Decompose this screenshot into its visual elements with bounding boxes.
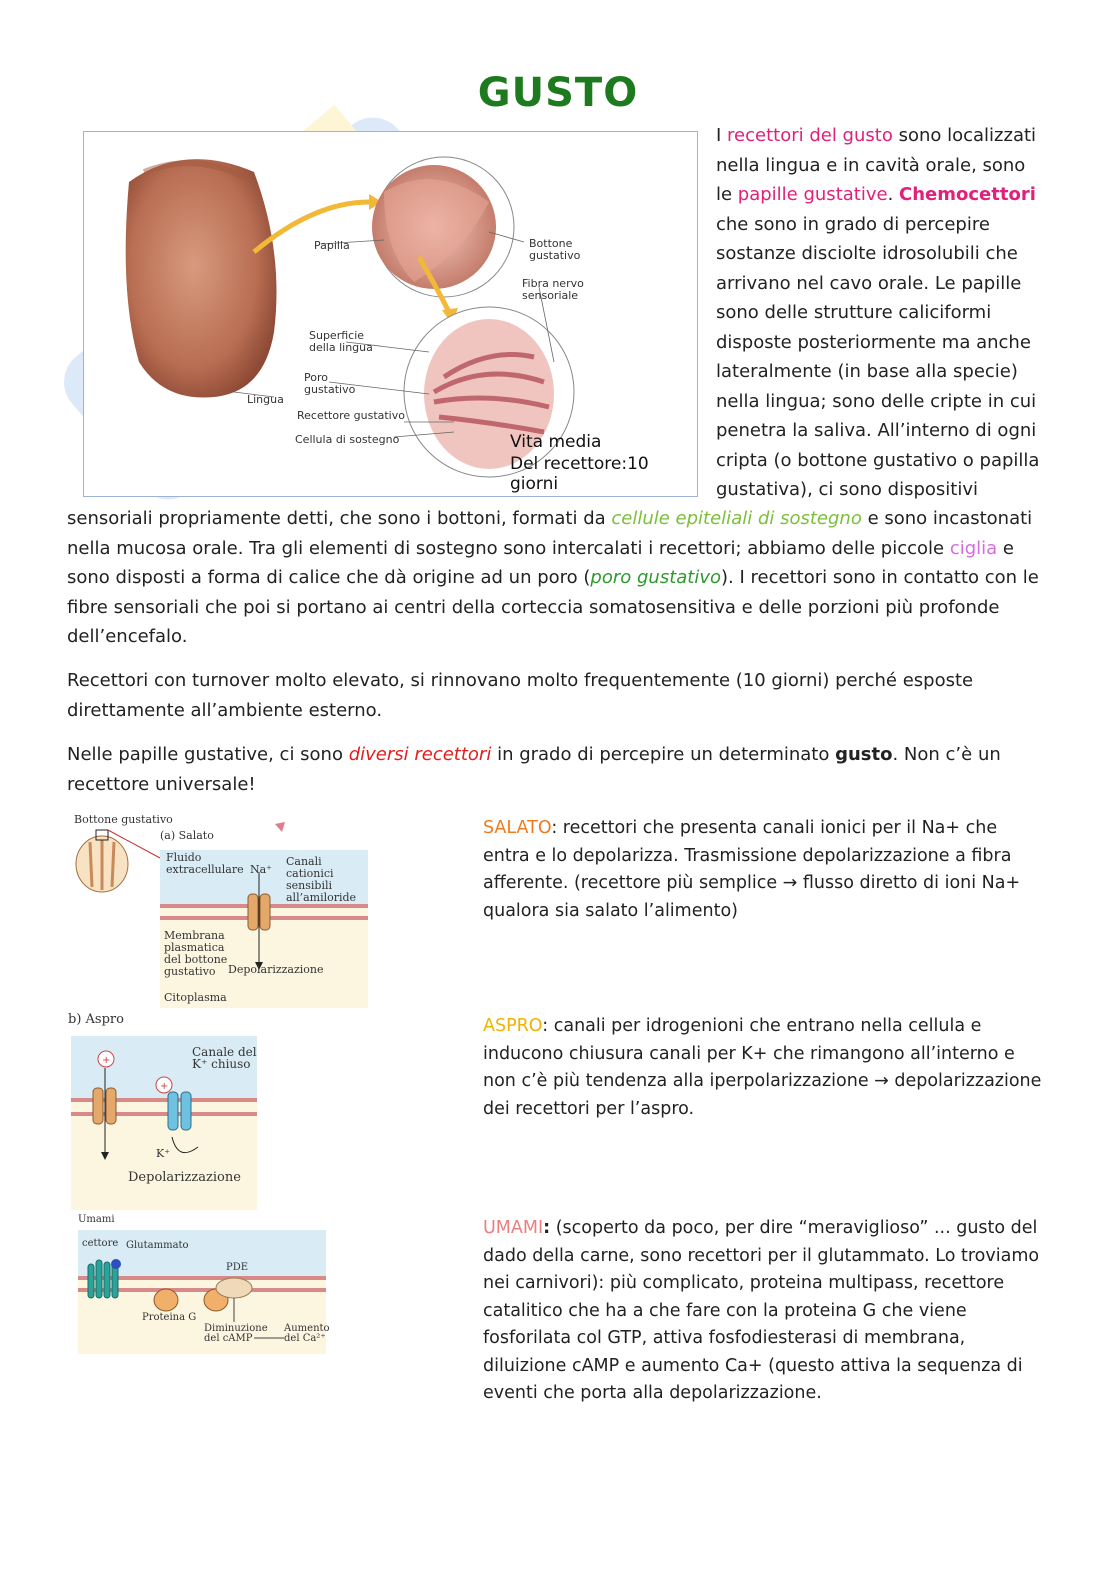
aspro-canale-label: Canale del K⁺ chiuso (192, 1045, 257, 1071)
label-vita-recettore: Del recettore:10 giorni (510, 454, 649, 494)
label-papilla: Papilla (314, 239, 350, 252)
label-bottone: Bottone gustativo (529, 237, 581, 262)
salato-text: SALATO: recettori che presenta canali ionici per il Na+ che entra e lo depolarizza. Trasmissione depolarizzazione a fibra afferente. (recettore più semplice → flusso diretto di ioni Na+ qualora sia salato l’alimento) (483, 818, 1021, 921)
aspro-sub-label: b) Aspro (68, 1012, 124, 1027)
label-recettore: Recettore gustativo (297, 409, 405, 422)
salato-figure (70, 812, 370, 1010)
salato-depol-label: Depolarizzazione (228, 963, 324, 976)
label-fibra: Fibra nervo sensoriale (522, 277, 584, 302)
umami-pde-label: PDE (226, 1262, 249, 1273)
salato-na-label: Na⁺ (250, 863, 272, 876)
salato-membrana-label: Membrana plasmatica del bottone gustativo (164, 929, 228, 978)
label-superficie: Superficie della lingua (309, 329, 373, 354)
umami-recettore-label: cettore (82, 1238, 119, 1249)
label-lingua: Lingua (247, 393, 284, 406)
salato-cito-label: Citoplasma (164, 991, 227, 1004)
label-cellula: Cellula di sostegno (295, 433, 400, 446)
svg-text:+: + (102, 1055, 111, 1066)
tongue-figure (83, 131, 698, 497)
turnover-paragraph: Recettori con turnover molto elevato, si rinnovano molto frequentemente (10 giorni) perché esposte direttamente all’ambiente esterno. (67, 670, 974, 721)
umami-figure (74, 1214, 328, 1356)
intro-paragraph-continued: sensoriali propriamente detti, che sono i bottoni, formati da cellule epiteliali di sostegno e sono incastonati nella mucosa orale. Tra gli elementi di sostegno sono intercalati i recettori; abbiamo delle piccole ciglia e sono disposti a forma di calice che dà origine ad un poro (poro gustativo). I recettori sono in contatto con le fibre sensoriali che poi si portano ai centri della corteccia somatosensitiva e delle porzioni più profonde dell’encefalo. (67, 508, 1039, 647)
salato-bottone-label: Bottone gustativo (74, 813, 173, 826)
salato-fluido-label: Fluido extracellulare (166, 851, 244, 876)
umami-aumento-label: Aumento del Ca²⁺ (284, 1323, 330, 1344)
umami-dimin-label: Diminuzione del cAMP (204, 1323, 268, 1344)
umami-sub-label: Umami (78, 1214, 115, 1225)
umami-proteina-label: Proteina G (142, 1312, 197, 1323)
svg-text:+: + (160, 1081, 169, 1092)
salato-sub-label: (a) Salato (160, 829, 214, 842)
tongue-shape (126, 159, 277, 397)
salato-canali-label: Canali cationici sensibili all’amiloride (286, 855, 357, 904)
label-vita-media: Vita media (510, 432, 602, 452)
aspro-figure (68, 1012, 262, 1212)
aspro-k-label: K⁺ (156, 1147, 171, 1160)
aspro-depol-label: Depolarizzazione (128, 1170, 241, 1185)
aspro-text: ASPRO: canali per idrogenioni che entrano nella cellula e inducono chiusura canali per K+ che rimangono all’interno e non c’è più tendenza alla iperpolarizzazione → depolarizzazione dei recettori per l’aspro. (483, 1016, 1042, 1119)
label-poro: Poro gustativo (304, 371, 356, 396)
umami-text: UMAMI: (scoperto da poco, per dire “meraviglioso” ... gusto del dado della carne, sono recettori per il glutammato. Lo troviamo nei carnivori): più complicato, proteina multipass, recettore catalitico che ha a che fare con la proteina G che viene fosforilata col GTP, attiva fosfodiesterasi di membrana, diluizione cAMP e aumento Ca+ (questo attiva la sequenza di eventi che porta alla depolarizzazione. (483, 1218, 1040, 1403)
receptors-paragraph: Nelle papille gustative, ci sono diversi recettori in grado di percepire un determinato gusto. Non c’è un recettore universale! (67, 744, 1001, 795)
page-title: GUSTO (477, 70, 639, 116)
umami-glut-label: Glutammato (126, 1240, 189, 1251)
intro-paragraph-right: I recettori del gusto sono localizzati nella lingua e in cavità orale, sono le papille gustative. Chemocettori che sono in grado di percepire sostanze disciolte idrosolubili che arrivano nel cavo orale. Le papille sono delle strutture caliciformi disposte posteriormente ma anche lateralmente (in base alla specie) nella lingua; sono delle cripte in cui penetra la saliva. All’interno di ogni cripta (o bottone gustativo o papilla gustativa), ci sono dispositivi (716, 125, 1040, 500)
